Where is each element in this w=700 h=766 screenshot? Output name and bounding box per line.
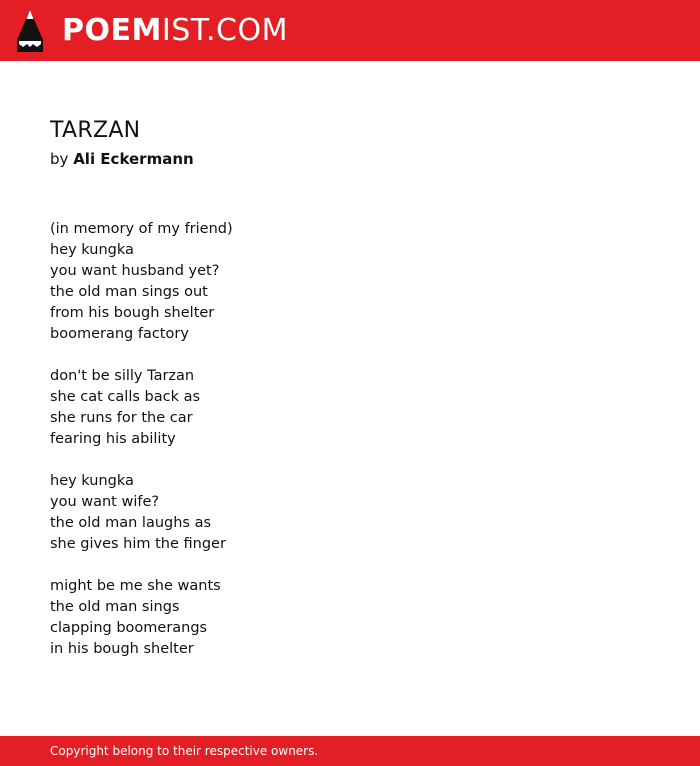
logo-text-bold: POEM — [62, 13, 162, 48]
pencil-icon — [17, 10, 43, 52]
poem-line: hey kungka — [50, 242, 134, 258]
poem-line: in his bough shelter — [50, 641, 194, 657]
poem-line: she gives him the finger — [50, 536, 226, 552]
site-logo-link[interactable] — [17, 9, 288, 53]
poem-stanza — [50, 471, 233, 555]
poem-line: she cat calls back as — [50, 389, 201, 405]
poem-line: from his bough shelter — [50, 305, 215, 321]
site-header — [0, 0, 700, 61]
site-footer — [0, 736, 700, 766]
author-link[interactable]: Ali Eckermann — [73, 150, 194, 168]
poem-body — [50, 219, 233, 681]
poem-byline — [50, 148, 194, 170]
poem-line: boomerang factory — [50, 326, 189, 342]
poem-line: you want husband yet? — [50, 263, 220, 279]
poem-line: the old man laughs as — [50, 515, 212, 531]
poem-line: clapping boomerangs — [50, 620, 208, 636]
poem-line: fearing his ability — [50, 431, 176, 447]
poem-line: (in memory of my friend) — [50, 221, 233, 237]
poem-line: the old man sings out — [50, 284, 208, 300]
logo-text-light: IST.COM — [161, 13, 288, 48]
poem-line: you want wife? — [50, 494, 160, 510]
poem-line: the old man sings — [50, 599, 180, 615]
poem-stanza — [50, 366, 233, 450]
by-label: by — [50, 150, 69, 168]
poem-line: might be me she wants — [50, 578, 221, 594]
copyright-text: Copyright belong to their respective owners. — [50, 744, 319, 758]
poem-stanza — [50, 576, 233, 660]
poem-title: TARZAN — [50, 118, 141, 143]
site-logo-text — [62, 9, 288, 53]
poem-stanza — [50, 219, 233, 345]
poem-line: she runs for the car — [50, 410, 193, 426]
poem-line: don't be silly Tarzan — [50, 368, 195, 384]
poem-line: hey kungka — [50, 473, 134, 489]
